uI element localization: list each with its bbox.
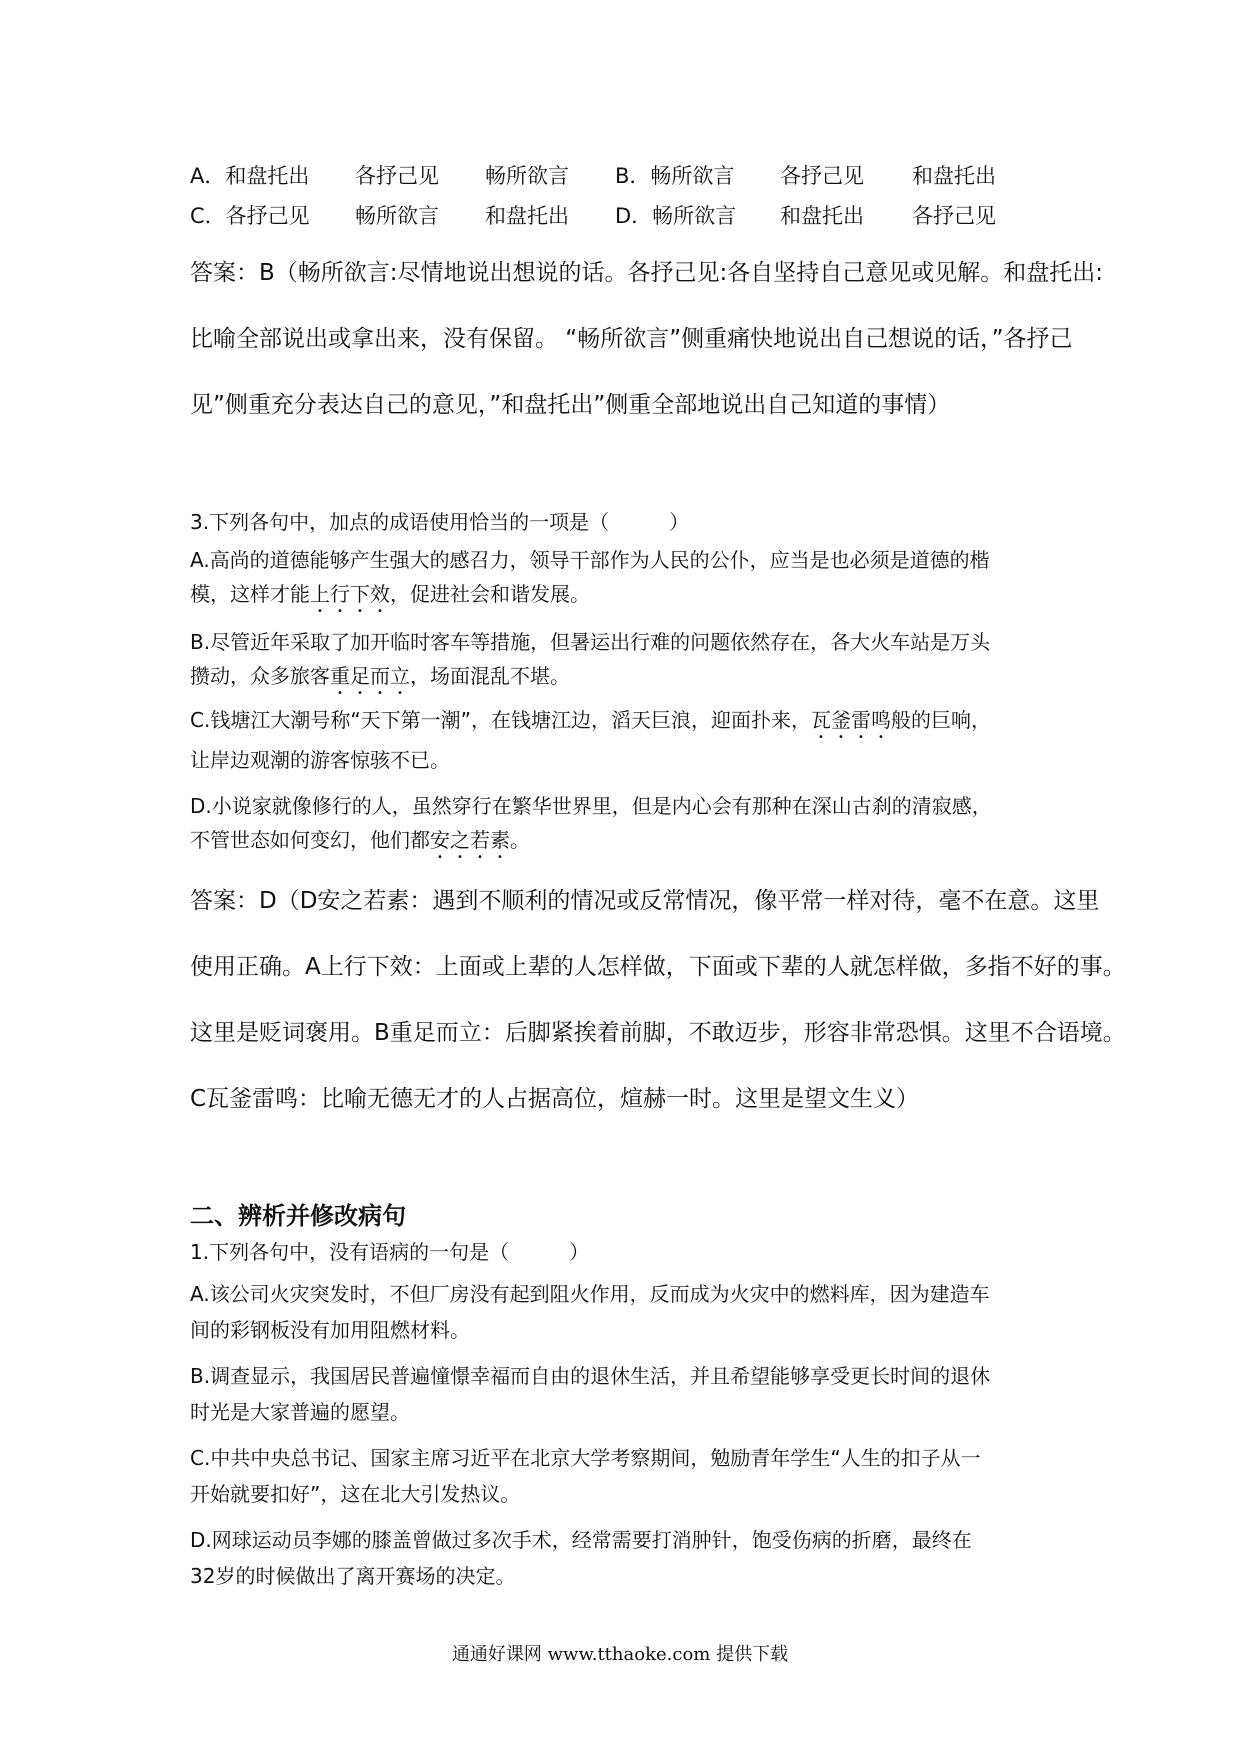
dotted-idiom: 瓦釜雷鸣 [811,708,892,732]
dotted-idiom: 上行下效 [310,582,390,606]
option-c-3: 和盘托出 [485,204,569,228]
section2-option-a-line-1: A.该公司火灾突发时，不但厂房没有起到阻火作用，反而成为火灾中的燃料库，因为建造车 [190,1282,990,1306]
option-d-3: 各抒己见 [912,204,996,228]
option-b: B．畅所欲言 [615,164,735,188]
section2-option-c-line-2: 开始就要扣好”，这在北大引发热议。 [190,1482,521,1506]
option-b-2: 各抒己见 [780,164,864,188]
section-heading: 二、辨析并修改病句 [190,1202,406,1230]
q3-option-b-line-1: B.尽管近年采取了加开临时客车等措施，但暑运出行难的问题依然存在，各大火车站是万头 [190,630,991,654]
section2-option-b-line-1: B.调查显示，我国居民普遍憧憬幸福而自由的退休生活，并且希望能够享受更长时间的退休 [190,1364,991,1388]
option-c: C．各抒己见 [190,204,310,228]
option-a-3: 畅所欲言 [485,164,569,188]
q2-answer-line-1: 答案：B（畅所欲言:尽情地说出想说的话。各抒己见:各自坚持自己意见或见解。和盘托出: [190,260,1104,286]
section2-option-b-line-2: 时光是大家普遍的愿望。 [190,1400,410,1424]
dotted-idiom: 安之若素 [430,828,510,852]
q2-answer-line-3: 见”侧重充分表达自己的意见，”和盘托出”侧重全部地说出自己知道的事情） [190,392,951,418]
q3-option-d-line-1: D.小说家就像修行的人，虽然穿行在繁华世界里，但是内心会有那种在深山古刹的清寂感， [190,794,992,818]
q3-option-b-line-2: 攒动，众多旅客重足而立，场面混乱不堪。 [190,664,570,688]
section2-option-d-line-2: 32岁的时候做出了离开赛场的决定。 [190,1564,516,1588]
q3-option-a-line-1: A.高尚的道德能够产生强大的感召力，领导干部作为人民的公仆，应当是也必须是道德的楷 [190,548,990,572]
q3-option-c-line-1: C.钱塘江大潮号称“天下第一潮”，在钱塘江边，滔天巨浪，迎面扑来，瓦釜雷鸣般的巨响， [190,708,992,732]
dotted-idiom: 重足而立 [330,664,410,688]
q3-option-a-line-2: 模，这样才能上行下效，促进社会和谐发展。 [190,582,590,606]
q3-stem: 3.下列各句中，加点的成语使用恰当的一项是（ ） [190,510,690,534]
option-a-2: 各抒己见 [355,164,439,188]
option-b-3: 和盘托出 [912,164,996,188]
q3-answer-line-2: 使用正确。A上行下效：上面或上辈的人怎样做，下面或下辈的人就怎样做，多指不好的事。 [190,954,1126,980]
q3-answer-line-3: 这里是贬词褒用。B重足而立：后脚紧挨着前脚，不敢迈步，形容非常恐惧。这里不合语境。 [190,1020,1126,1046]
section2-option-c-line-1: C.中共中央总书记、国家主席习近平在北京大学考察期间，勉励青年学生“人生的扣子从一 [190,1446,981,1470]
option-a: A．和盘托出 [190,164,310,188]
q3-answer-line-1: 答案：D（D安之若素：遇到不顺利的情况或反常情况，像平常一样对待，毫不在意。这里 [190,888,1100,914]
q3-answer-line-4: C瓦釜雷鸣：比喻无德无才的人占据高位，煊赫一时。这里是望文生义） [190,1086,920,1112]
page-footer: 通通好课网 www.tthaoke.com 提供下载 [451,1644,789,1665]
section2-option-a-line-2: 间的彩钢板没有加用阻燃材料。 [190,1318,470,1342]
section2-q1-stem: 1.下列各句中，没有语病的一句是（ ） [190,1240,590,1264]
q2-answer-line-2: 比喻全部说出或拿出来，没有保留。 “畅所欲言”侧重痛快地说出自己想说的话，”各抒己 [190,326,1073,352]
section2-option-d-line-1: D.网球运动员李娜的膝盖曾做过多次手术，经常需要打消肿针，饱受伤病的折磨，最终在 [190,1528,972,1552]
q3-option-d-line-2: 不管世态如何变幻，他们都安之若素。 [190,828,530,852]
option-d: D．畅所欲言 [615,204,737,228]
option-d-2: 和盘托出 [780,204,864,228]
q3-option-c-line-2: 让岸边观潮的游客惊骇不已。 [190,748,450,772]
option-c-2: 畅所欲言 [355,204,439,228]
